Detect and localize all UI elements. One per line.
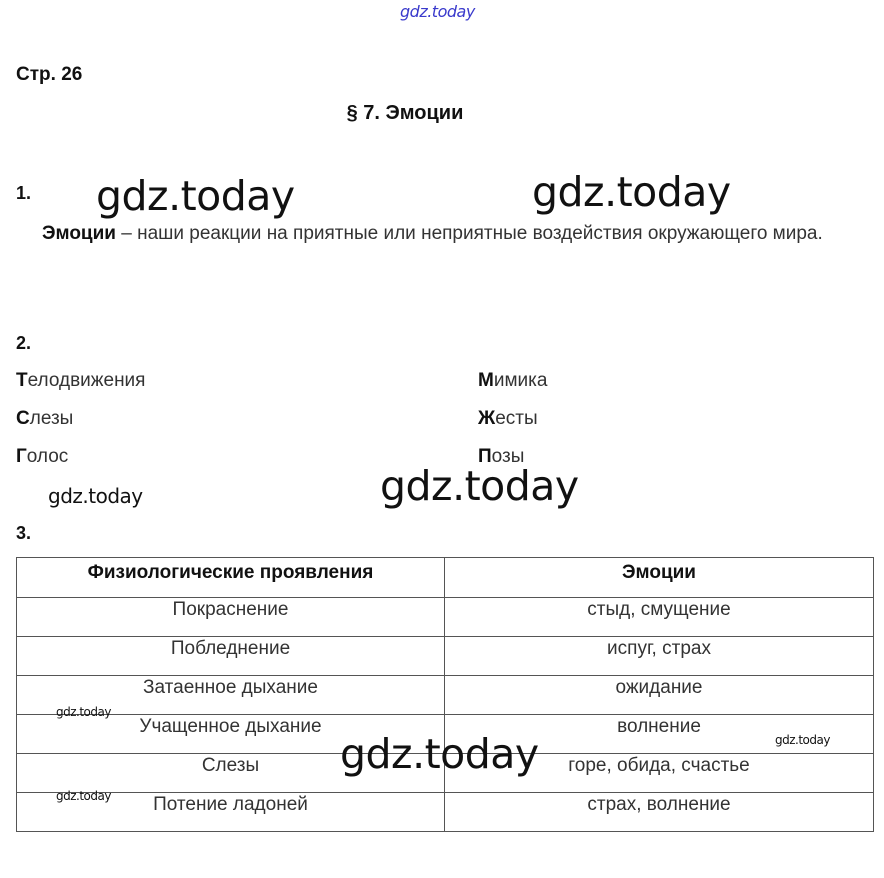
question-2-number: 2. [16,333,32,353]
table-cell: Покраснение [17,598,445,637]
expression-item: Позы [478,446,525,467]
question-3-number: 3. [16,523,32,543]
table-cell: Затаенное дыхание [17,676,445,715]
watermark-tiny: gdz.today [775,733,830,747]
table-row [17,793,874,832]
table-cell: стыд, смущение [445,598,874,637]
question-1-number: 1. [16,183,32,203]
table-row [17,598,874,637]
watermark-big: gdz.today [532,168,731,216]
term-emotions: Эмоции [42,223,116,244]
question-1-definition [16,215,878,253]
table-cell: горе, обида, счастье [445,754,874,793]
watermark-big: gdz.today [380,462,579,510]
emotions-table [16,557,874,832]
page-label: Стр. 26 [16,64,83,85]
expression-item: Слезы [16,408,74,429]
expression-item: Голос [16,446,69,467]
header-emotions: Эмоции [445,558,874,598]
table-row [17,676,874,715]
watermark-tiny: gdz.today [56,705,111,719]
table-cell: испуг, страх [445,637,874,676]
watermark-big: gdz.today [96,172,295,220]
watermark-top: gdz.today [400,2,475,21]
watermark-big: gdz.today [340,730,539,778]
watermark-tiny: gdz.today [56,789,111,803]
section-title: § 7. Эмоции [346,102,464,124]
watermark-small: gdz.today [48,484,143,508]
table-cell: Побледнение [17,637,445,676]
expression-item: Жесты [478,408,538,429]
header-physiological: Физиологические проявления [17,558,445,598]
table-header-row [17,558,874,598]
definition-text: – наши реакции на приятные или неприятные воздействия окружающего мира. [115,223,823,244]
table-cell: ожидание [445,676,874,715]
expression-item: Мимика [478,370,548,391]
table-cell: волнение [445,715,874,754]
expression-item: Телодвижения [16,370,146,391]
table-cell: Слезы [17,754,445,793]
table-cell: Учащенное дыхание [17,715,445,754]
table-row [17,637,874,676]
table-cell: Потение ладоней [17,793,445,832]
table-cell: страх, волнение [445,793,874,832]
